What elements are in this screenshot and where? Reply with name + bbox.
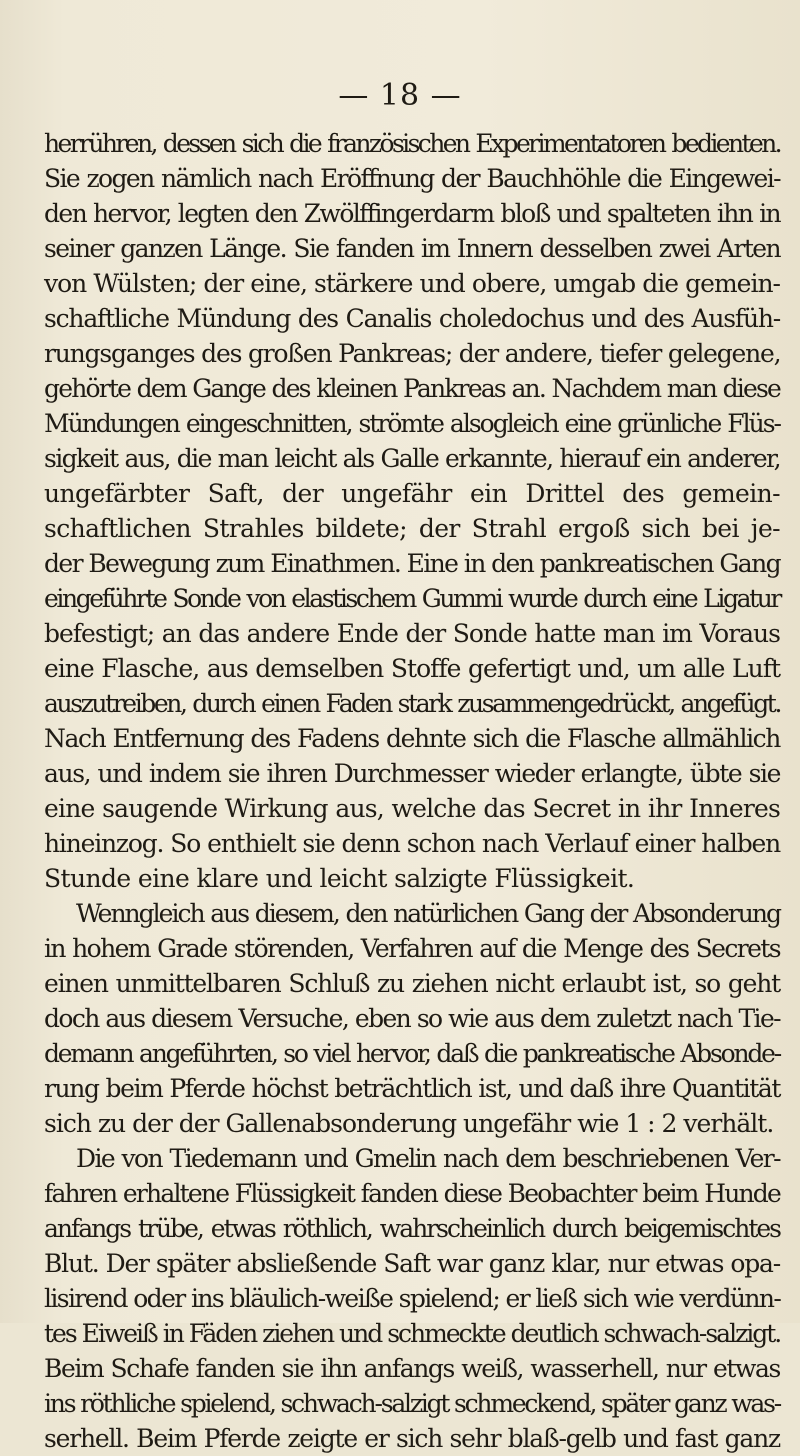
text-line: demann angeführten, so viel hervor, daß die pankreatische Absonde- — [44, 1039, 780, 1068]
text-line: anfangs trübe, etwas röthlich, wahrscheinlich durch beigemischtes — [44, 1214, 780, 1243]
text-line: einen unmittelbaren Schluß zu ziehen nicht erlaubt ist, so geht — [44, 969, 780, 998]
text-line: Die von Tiedemann und Gmelin nach dem beschriebenen Ver- — [76, 1144, 780, 1173]
text-line: Beim Schafe fanden sie ihn anfangs weiß, wasserhell, nur etwas — [44, 1354, 780, 1383]
page-number: — 18 — — [338, 78, 462, 113]
text-line: von Wülsten; der eine, stärkere und obere, umgab die gemein- — [44, 269, 780, 298]
text-line: rungsganges des großen Pankreas; der andere, tiefer gelegene, — [44, 339, 781, 368]
text-line: tes Eiweiß in Fäden ziehen und schmeckte deutlich schwach-salzigt. — [44, 1319, 781, 1348]
text-line: seiner ganzen Länge. Sie fanden im Innern desselben zwei Arten — [44, 234, 780, 263]
text-line: den hervor, legten den Zwölffingerdarm bloß und spalteten ihn in — [44, 199, 780, 228]
text-line: Mündungen eingeschnitten, strömte alsogleich eine grünliche Flüs- — [44, 409, 780, 438]
text-line: schaftliche Mündung des Canalis choledochus und des Ausfüh- — [44, 304, 780, 333]
text-line: Blut. Der später absließende Saft war ganz klar, nur etwas opa- — [44, 1249, 780, 1278]
text-line: Sie zogen nämlich nach Eröffnung der Bauchhöhle die Eingewei- — [44, 164, 780, 193]
text-line: auszutreiben, durch einen Faden stark zusammengedrückt, angefügt. — [44, 689, 780, 718]
text-line: eine saugende Wirkung aus, welche das Secret in ihr Inneres — [44, 794, 780, 823]
text-line: ungefärbter Saft, der ungefähr ein Drittel des gemein- — [44, 479, 780, 508]
text-line: eine Flasche, aus demselben Stoffe gefertigt und, um alle Luft — [44, 654, 780, 683]
text-line: gehörte dem Gange des kleinen Pankreas an. Nachdem man diese — [44, 374, 780, 403]
text-line: doch aus diesem Versuche, eben so wie aus dem zuletzt nach Tie- — [44, 1004, 780, 1033]
text-line: aus, und indem sie ihren Durchmesser wieder erlangte, übte sie — [44, 759, 780, 788]
text-line: Stunde eine klare und leicht salzigte Flüssigkeit. — [44, 864, 635, 893]
text-line: rung beim Pferde höchst beträchtlich ist, und daß ihre Quantität — [44, 1074, 780, 1103]
text-line: sigkeit aus, die man leicht als Galle erkannte, hierauf ein anderer, — [44, 444, 780, 473]
text-line: befestigt; an das andere Ende der Sonde hatte man im Voraus — [44, 619, 780, 648]
text-line: hineinzog. So enthielt sie denn schon nach Verlauf einer halben — [44, 829, 780, 858]
text-line: fahren erhaltene Flüssigkeit fanden diese Beobachter beim Hunde — [44, 1179, 780, 1208]
text-line: ins röthliche spielend, schwach-salzigt schmeckend, später ganz was- — [44, 1389, 780, 1418]
text-line: in hohem Grade störenden, Verfahren auf die Menge des Secrets — [44, 934, 780, 963]
text-line: lisirend oder ins bläulich-weiße spielend; er ließ sich wie verdünn- — [44, 1284, 781, 1313]
text-line: schaftlichen Strahles bildete; der Strahl ergoß sich bei je- — [44, 514, 780, 543]
text-line: herrühren, dessen sich die französischen Experimentatoren bedienten. — [44, 129, 780, 158]
text-line: Nach Entfernung des Fadens dehnte sich die Flasche allmählich — [44, 724, 780, 753]
text-line: Wenngleich aus diesem, den natürlichen Gang der Absonderung — [76, 899, 780, 928]
body-text — [44, 126, 780, 1456]
text-line: der Bewegung zum Einathmen. Eine in den pankreatischen Gang — [44, 549, 780, 578]
text-line: sich zu der der Gallenabsonderung ungefähr wie 1 : 2 verhält. — [44, 1109, 774, 1138]
text-line: eingeführte Sonde von elastischem Gummi wurde durch eine Ligatur — [44, 584, 780, 613]
text-line: serhell. Beim Pferde zeigte er sich sehr blaß-gelb und fast ganz — [44, 1424, 780, 1453]
